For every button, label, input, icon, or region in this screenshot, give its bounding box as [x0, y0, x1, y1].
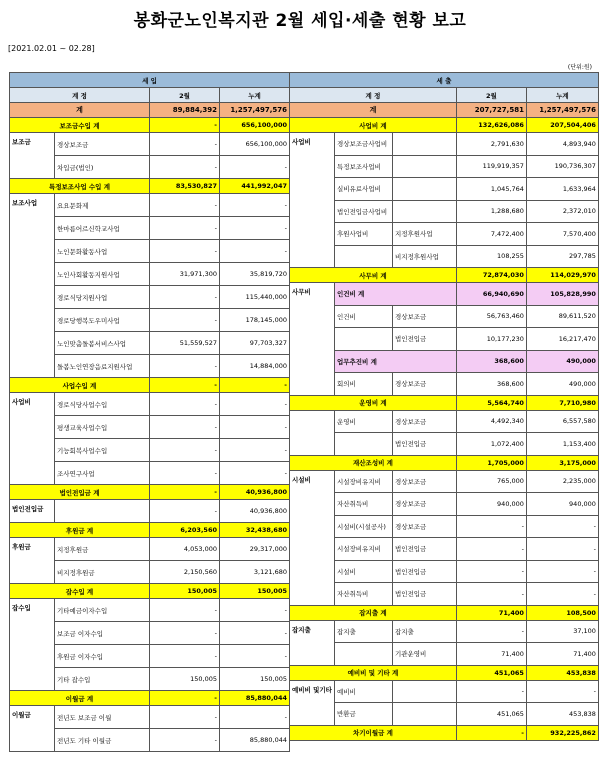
cumulative-value: - — [220, 217, 290, 240]
funding-source-label: 법인전입금 — [392, 583, 456, 606]
month-value: - — [150, 217, 220, 240]
funding-source-label — [392, 178, 456, 201]
income-item-row — [10, 599, 290, 622]
income-item-row — [10, 133, 290, 156]
cumulative-value: - — [526, 538, 598, 561]
subtotal-month: - — [150, 485, 220, 500]
cumulative-value: 35,819,720 — [220, 263, 290, 286]
cumulative-value: - — [220, 706, 290, 729]
subtotal-cumulative: 3,175,000 — [526, 455, 598, 470]
account-label: 경로식당사업수입 — [55, 393, 150, 416]
cumulative-value: 6,557,580 — [526, 410, 598, 433]
month-value: - — [150, 622, 220, 645]
cumulative-value: - — [220, 462, 290, 485]
income-item-row — [10, 538, 290, 561]
category-label: 사업비 — [10, 393, 55, 485]
income-item-row — [10, 500, 290, 523]
subtotal-month: 132,626,086 — [456, 118, 526, 133]
funding-source-label: 기관운영비 — [392, 643, 456, 666]
expense-item-row — [290, 560, 599, 583]
cumulative-value: - — [220, 416, 290, 439]
subtotal-label: 운영비 계 — [290, 395, 457, 410]
subtotal-cumulative: 108,500 — [526, 605, 598, 620]
income-subtotal-row — [10, 378, 290, 393]
subtotal-month: 72,874,030 — [456, 268, 526, 283]
month-value: 368,600 — [456, 373, 526, 396]
category-label: 예비비 및기타 — [290, 680, 335, 725]
account-label: 경로당행복도우미사업 — [55, 309, 150, 332]
cumulative-value: 40,936,800 — [220, 500, 290, 523]
funding-source-label — [392, 200, 456, 223]
income-item-row — [10, 706, 290, 729]
month-value: - — [150, 240, 220, 263]
category-label: 사무비 — [290, 283, 335, 396]
funding-source-label: 경상보조금 — [392, 515, 456, 538]
account-label: 노인맞춤돌봄서비스사업 — [55, 332, 150, 355]
category-label — [290, 410, 335, 455]
funding-source-label: 법인전입금 — [392, 328, 456, 351]
cumulative-value: 190,736,307 — [526, 155, 598, 178]
account-label: 노인문화활동사업 — [55, 240, 150, 263]
subtotal-label: 예비비 및 기타 계 — [290, 665, 457, 680]
funding-source-label: 잡지출 — [392, 620, 456, 643]
expense-item-row — [290, 373, 599, 396]
cumulative-value: - — [220, 393, 290, 416]
income-total-month: 89,884,392 — [150, 103, 220, 118]
subtotal-month: 71,400 — [456, 605, 526, 620]
month-value: - — [150, 500, 220, 523]
month-value: - — [150, 706, 220, 729]
expense-item-row — [290, 470, 599, 493]
cumulative-value: 16,217,470 — [526, 328, 598, 351]
subtotal-label: 보조금수입 계 — [10, 118, 150, 133]
funding-source-label: 경상보조금 — [392, 410, 456, 433]
expense-subtotal-row — [290, 118, 599, 133]
expense-item-row — [290, 410, 599, 433]
month-value: 150,005 — [150, 668, 220, 691]
cumulative-value: - — [526, 515, 598, 538]
month-value: 4,492,340 — [456, 410, 526, 433]
expense-item-row — [290, 643, 599, 666]
income-total-label: 계 — [10, 103, 150, 118]
income-subtotal-row — [10, 179, 290, 194]
expense-subgroup-row — [290, 350, 599, 373]
expense-subgroup-row — [290, 283, 599, 306]
cumulative-value: 85,880,044 — [220, 729, 290, 752]
account-label: 자산취득비 — [334, 583, 392, 606]
account-label: 후원사업비 — [334, 223, 392, 246]
month-value: - — [150, 599, 220, 622]
account-label: 평생교육사업수입 — [55, 416, 150, 439]
income-item-row — [10, 194, 290, 217]
funding-source-label: 경상보조금 — [392, 470, 456, 493]
expense-total-row — [290, 103, 599, 118]
subtotal-cumulative: 150,005 — [220, 584, 290, 599]
funding-source-label: 법인전입금 — [392, 560, 456, 583]
month-value: - — [150, 729, 220, 752]
month-value: 71,400 — [456, 643, 526, 666]
subtotal-cumulative: 32,438,680 — [220, 523, 290, 538]
month-value: - — [150, 462, 220, 485]
month-value: - — [456, 538, 526, 561]
account-label: 실비유료사업비 — [334, 178, 392, 201]
month-value: 1,045,764 — [456, 178, 526, 201]
month-value: - — [150, 133, 220, 156]
income-table — [9, 72, 290, 752]
subtotal-month: 6,203,560 — [150, 523, 220, 538]
funding-source-label — [392, 703, 456, 726]
account-label: 기타 잡수입 — [55, 668, 150, 691]
expense-subtotal-row — [290, 455, 599, 470]
month-value: 108,255 — [456, 245, 526, 268]
cumulative-value: 490,000 — [526, 350, 598, 373]
cumulative-value: 1,153,400 — [526, 433, 598, 456]
account-label: 조사연구사업 — [55, 462, 150, 485]
account-label — [334, 433, 392, 456]
cumulative-value: 150,005 — [220, 668, 290, 691]
month-value: - — [456, 560, 526, 583]
expense-subtotal-row — [290, 395, 599, 410]
expense-item-row — [290, 620, 599, 643]
income-subtotal-row — [10, 118, 290, 133]
account-label: 시설비(시설공사) — [334, 515, 392, 538]
expense-item-row — [290, 305, 599, 328]
cumulative-value: 115,440,000 — [220, 286, 290, 309]
category-label: 잡수입 — [10, 599, 55, 691]
month-value: - — [150, 416, 220, 439]
income-header-row — [10, 73, 290, 88]
income-subtotal-row — [10, 523, 290, 538]
month-value: - — [150, 439, 220, 462]
cumulative-value: 105,828,990 — [526, 283, 598, 306]
month-value: - — [150, 286, 220, 309]
month-value: 51,559,527 — [150, 332, 220, 355]
expense-total-cumulative: 1,257,497,576 — [526, 103, 598, 118]
subtotal-cumulative: 453,838 — [526, 665, 598, 680]
cumulative-value: 656,100,000 — [220, 133, 290, 156]
account-label: 시설장비유지비 — [334, 470, 392, 493]
account-label: 예비비 — [334, 680, 392, 703]
cumulative-value: 453,838 — [526, 703, 598, 726]
account-label: 인건비 — [334, 305, 392, 328]
cumulative-value: - — [220, 622, 290, 645]
column-header-account: 계 정 — [10, 88, 150, 103]
month-value: 940,000 — [456, 493, 526, 516]
account-label: 기타예금이자수입 — [55, 599, 150, 622]
account-label: 노인사회활동지원사업 — [55, 263, 150, 286]
cumulative-value: 1,633,964 — [526, 178, 598, 201]
expense-section-header: 세 출 — [290, 73, 599, 88]
subtotal-month: - — [150, 378, 220, 393]
month-value: 765,000 — [456, 470, 526, 493]
subtotal-label: 사업수입 계 — [10, 378, 150, 393]
account-label: 한마름어르신학교사업 — [55, 217, 150, 240]
account-label — [334, 328, 392, 351]
funding-source-label: 경상보조금 — [392, 305, 456, 328]
expense-table — [289, 72, 599, 741]
funding-source-label: 경상보조금 — [392, 373, 456, 396]
subtotal-label: 이월금 계 — [10, 691, 150, 706]
subtotal-label: 잡수입 계 — [10, 584, 150, 599]
month-value: - — [456, 620, 526, 643]
category-label: 시설비 — [290, 470, 335, 605]
subtotal-label: 후원금 계 — [10, 523, 150, 538]
funding-source-label: 법인전입금 — [392, 433, 456, 456]
month-value: - — [456, 515, 526, 538]
expense-item-row — [290, 583, 599, 606]
cumulative-value: - — [220, 156, 290, 179]
cumulative-value: 71,400 — [526, 643, 598, 666]
account-label: 특정보조사업비 — [334, 155, 392, 178]
expense-item-row — [290, 515, 599, 538]
month-value: - — [150, 393, 220, 416]
cumulative-value: - — [526, 560, 598, 583]
month-value: 31,971,300 — [150, 263, 220, 286]
cumulative-value: - — [220, 194, 290, 217]
cumulative-value: 29,317,000 — [220, 538, 290, 561]
category-label: 법인전입금 — [10, 500, 55, 523]
account-label: 비지정후원금 — [55, 561, 150, 584]
subtotal-cumulative: 932,225,862 — [526, 725, 598, 740]
expense-item-row — [290, 178, 599, 201]
month-value: 56,763,460 — [456, 305, 526, 328]
funding-source-label: 법인전입금 — [392, 538, 456, 561]
subtotal-label: 차기이월금 계 — [290, 725, 457, 740]
month-value: - — [150, 194, 220, 217]
funding-source-label — [392, 680, 456, 703]
unit-label: (단위:원) — [567, 64, 592, 71]
month-value: - — [150, 309, 220, 332]
expense-item-row — [290, 493, 599, 516]
account-label: 경상보조금사업비 — [334, 133, 392, 156]
subtotal-label: 사무비 계 — [290, 268, 457, 283]
category-label: 이월금 — [10, 706, 55, 752]
cumulative-value: - — [220, 240, 290, 263]
expense-item-row — [290, 155, 599, 178]
account-label: 자산취득비 — [334, 493, 392, 516]
column-header-month: 2월 — [456, 88, 526, 103]
income-total-row — [10, 103, 290, 118]
subtotal-cumulative: 114,029,970 — [526, 268, 598, 283]
expense-item-row — [290, 245, 599, 268]
account-label: 법인전입금사업비 — [334, 200, 392, 223]
account-label: 경상보조금 — [55, 133, 150, 156]
expense-total-month: 207,727,581 — [456, 103, 526, 118]
category-label: 잡지출 — [290, 620, 335, 665]
account-label: 지정후원금 — [55, 538, 150, 561]
funding-source-label — [392, 133, 456, 156]
cumulative-value: 2,235,000 — [526, 470, 598, 493]
account-label: 시설비 — [334, 560, 392, 583]
account-label: 전년도 기타 이월금 — [55, 729, 150, 752]
account-label: 경로식당지원사업 — [55, 286, 150, 309]
income-subtotal-row — [10, 584, 290, 599]
month-value: 2,791,630 — [456, 133, 526, 156]
subtotal-cumulative: 40,936,800 — [220, 485, 290, 500]
month-value: - — [456, 680, 526, 703]
subtotal-cumulative: - — [220, 378, 290, 393]
subgroup-label: 업무추진비 계 — [334, 350, 456, 373]
subtotal-cumulative: 7,710,980 — [526, 395, 598, 410]
income-subtotal-row — [10, 485, 290, 500]
month-value: 368,600 — [456, 350, 526, 373]
cumulative-value: 490,000 — [526, 373, 598, 396]
cumulative-value: - — [220, 645, 290, 668]
account-label: 전년도 보조금 이월 — [55, 706, 150, 729]
subtotal-month: - — [150, 691, 220, 706]
month-value: - — [150, 156, 220, 179]
account-label: 회의비 — [334, 373, 392, 396]
category-label: 후원금 — [10, 538, 55, 584]
expense-item-row — [290, 680, 599, 703]
subtotal-label: 사업비 계 — [290, 118, 457, 133]
month-value: 1,072,400 — [456, 433, 526, 456]
income-section-header: 세 입 — [10, 73, 290, 88]
month-value: - — [150, 645, 220, 668]
expense-column-header-row — [290, 88, 599, 103]
category-label: 사업비 — [290, 133, 335, 268]
subtotal-month: 1,705,000 — [456, 455, 526, 470]
account-label: 운영비 — [334, 410, 392, 433]
cumulative-value: - — [220, 439, 290, 462]
income-item-row — [10, 393, 290, 416]
column-header-month: 2월 — [150, 88, 220, 103]
account-label: 기능회복사업수입 — [55, 439, 150, 462]
cumulative-value: 4,893,940 — [526, 133, 598, 156]
expense-subtotal-row — [290, 665, 599, 680]
cumulative-value: - — [220, 599, 290, 622]
expense-item-row — [290, 703, 599, 726]
month-value: 451,065 — [456, 703, 526, 726]
cumulative-value: 3,121,680 — [220, 561, 290, 584]
account-label: 차입금(법인) — [55, 156, 150, 179]
cumulative-value: 940,000 — [526, 493, 598, 516]
cumulative-value: 37,100 — [526, 620, 598, 643]
subtotal-label: 특정보조사업 수입 계 — [10, 179, 150, 194]
cumulative-value: 89,611,520 — [526, 305, 598, 328]
account-label: 돌봄노인연장음료지원사업 — [55, 355, 150, 378]
expense-item-row — [290, 223, 599, 246]
account-label: 잡지출 — [334, 620, 392, 643]
income-total-cumulative: 1,257,497,576 — [220, 103, 290, 118]
subtotal-month: 5,564,740 — [456, 395, 526, 410]
expense-item-row — [290, 433, 599, 456]
expense-item-row — [290, 328, 599, 351]
expense-header-row — [290, 73, 599, 88]
account-label: 요요문화제 — [55, 194, 150, 217]
account-label — [334, 245, 392, 268]
funding-source-label: 비지정후원사업 — [392, 245, 456, 268]
month-value: - — [456, 583, 526, 606]
subtotal-cumulative: 85,880,044 — [220, 691, 290, 706]
funding-source-label: 지정후원사업 — [392, 223, 456, 246]
report-title: 봉화군노인복지관 2월 세입·세출 현황 보고 — [133, 11, 467, 31]
cumulative-value: 2,372,010 — [526, 200, 598, 223]
month-value: 119,919,357 — [456, 155, 526, 178]
subtotal-label: 재산조성비 계 — [290, 455, 457, 470]
cumulative-value: 7,570,400 — [526, 223, 598, 246]
expense-subtotal-row — [290, 725, 599, 740]
cumulative-value: 178,145,000 — [220, 309, 290, 332]
column-header-cumulative: 누계 — [526, 88, 598, 103]
expense-item-row — [290, 538, 599, 561]
column-header-cumulative: 누계 — [220, 88, 290, 103]
month-value: 2,150,560 — [150, 561, 220, 584]
month-value: - — [150, 355, 220, 378]
account-label — [334, 643, 392, 666]
month-value: 7,472,400 — [456, 223, 526, 246]
category-label: 보조금 — [10, 133, 55, 179]
cumulative-value: 297,785 — [526, 245, 598, 268]
cumulative-value: - — [526, 680, 598, 703]
subtotal-cumulative: 656,100,000 — [220, 118, 290, 133]
cumulative-value: - — [526, 583, 598, 606]
report-period: [2021.02.01 ~ 02.28] — [8, 44, 95, 53]
account-label: 반환금 — [334, 703, 392, 726]
cumulative-value: 97,703,327 — [220, 332, 290, 355]
subtotal-month: - — [456, 725, 526, 740]
month-value: 10,177,230 — [456, 328, 526, 351]
month-value: 66,940,690 — [456, 283, 526, 306]
subtotal-month: 150,005 — [150, 584, 220, 599]
subtotal-month: 451,065 — [456, 665, 526, 680]
category-label: 보조사업 — [10, 194, 55, 378]
cumulative-value: 14,884,000 — [220, 355, 290, 378]
subgroup-label: 인건비 계 — [334, 283, 456, 306]
subtotal-month: 83,530,827 — [150, 179, 220, 194]
subtotal-cumulative: 207,504,406 — [526, 118, 598, 133]
account-label: 보조금 이자수입 — [55, 622, 150, 645]
subtotal-label: 법인전입금 계 — [10, 485, 150, 500]
month-value: 4,053,000 — [150, 538, 220, 561]
expense-total-label: 계 — [290, 103, 457, 118]
expense-item-row — [290, 200, 599, 223]
subtotal-cumulative: 441,992,047 — [220, 179, 290, 194]
income-subtotal-row — [10, 691, 290, 706]
month-value: 1,288,680 — [456, 200, 526, 223]
income-column-header-row — [10, 88, 290, 103]
account-label: 시설장비유지비 — [334, 538, 392, 561]
column-header-account: 계 정 — [290, 88, 457, 103]
expense-item-row — [290, 133, 599, 156]
expense-subtotal-row — [290, 605, 599, 620]
expense-subtotal-row — [290, 268, 599, 283]
account-label: 후원금 이자수입 — [55, 645, 150, 668]
account-label — [55, 500, 150, 523]
funding-source-label: 경상보조금 — [392, 493, 456, 516]
subtotal-label: 잡지출 계 — [290, 605, 457, 620]
funding-source-label — [392, 155, 456, 178]
subtotal-month: - — [150, 118, 220, 133]
